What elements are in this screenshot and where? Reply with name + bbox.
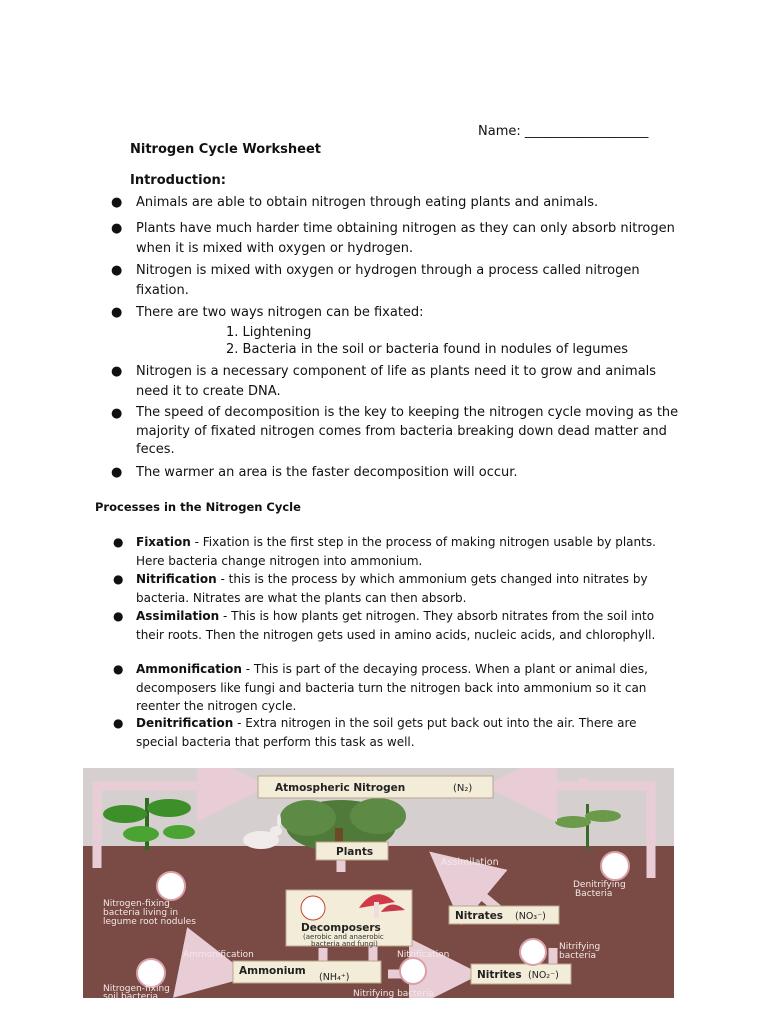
list-item: Nitrogen is a necessary component of life as plants need it to grow and animals need it to create DNA. — [136, 364, 657, 399]
bullet-icon: ● — [113, 609, 124, 623]
bullet-icon: ● — [111, 406, 123, 421]
bullet-icon: ● — [111, 221, 123, 236]
nitrification-label: Nitrification — [397, 950, 450, 960]
process-description: - this is the process by which ammonium gets changed into nitrates by bacteria. Nitrates are what the plants can then absorb. — [136, 572, 648, 605]
legume-label-1: Nitrogen-fixing — [103, 899, 170, 909]
process-term: Denitrification — [136, 716, 234, 730]
nitrifying-bacteria-right-1: Nitrifying — [559, 942, 601, 952]
assimilation-label: Assimilation — [441, 857, 499, 868]
denitrifying-label-2: Bacteria — [575, 889, 613, 899]
process-description: - Extra nitrogen in the soil gets put back out into the air. There are special bacteria that perform this task as well. — [136, 716, 637, 749]
process-term: Fixation — [136, 535, 191, 549]
worksheet-title: Nitrogen Cycle Worksheet — [130, 142, 322, 157]
legume-label-3: legume root nodules — [103, 917, 196, 927]
nitrates-formula: (NO₃⁻) — [515, 911, 546, 922]
plants-label: Plants — [336, 846, 374, 858]
bullet-icon: ● — [113, 535, 124, 549]
list-item: The warmer an area is the faster decomposition will occur. — [136, 465, 518, 480]
atmospheric-nitrogen-formula: (N₂) — [453, 783, 473, 794]
bullet-icon: ● — [111, 465, 123, 480]
decomposers-subtext-1: (aerobic and anaerobic — [303, 933, 384, 941]
process-term: Nitrification — [136, 572, 217, 586]
legume-label-2: bacteria living in — [103, 908, 179, 918]
decomposers-label: Decomposers — [301, 922, 381, 934]
process-item-denitrification — [136, 714, 676, 751]
bullet-icon: ● — [111, 263, 123, 278]
bullet-icon: ● — [113, 716, 124, 730]
process-item-fixation — [136, 533, 676, 570]
list-item: Plants have much harder time obtaining nitrogen as they can only absorb nitrogen when it is mixed with oxygen or hydrogen. — [136, 221, 675, 256]
nitrifying-bacteria-bottom-label: Nitrifying bacteria — [353, 989, 435, 998]
ammonification-label: Ammonification — [183, 950, 254, 960]
atmospheric-nitrogen-label: Atmospheric Nitrogen — [275, 782, 406, 794]
list-item: There are two ways nitrogen can be fixated: — [136, 305, 424, 320]
nitrogen-cycle-diagram — [83, 768, 674, 998]
bullet-icon: ● — [113, 572, 124, 586]
nitrifying-bacteria-right-2: bacteria — [559, 951, 596, 961]
process-item-ammonification — [136, 660, 676, 716]
process-description: - This is part of the decaying process. When a plant or animal dies, decomposers like fungi and bacteria turn the nitrogen back into ammonium so it can reenter the nitrogen cycle. — [136, 662, 648, 713]
nitrites-formula: (NO₂⁻) — [528, 970, 559, 981]
process-term: Assimilation — [136, 609, 220, 623]
soil-bacteria-label-2: soil bacteria — [103, 992, 159, 998]
soil-bacteria-label-1: Nitrogen-fixing — [103, 984, 170, 994]
nitrites-label: Nitrites — [477, 969, 522, 981]
introduction-heading: Introduction: — [130, 173, 226, 188]
process-description: - This is how plants get nitrogen. They absorb nitrates from the soil into their roots. Then the nitrogen gets used in amino acids, nucleic acids, and chlorophyll. — [136, 609, 656, 642]
process-term: Ammonification — [136, 662, 242, 676]
sublist-item: 1. Lightening — [226, 325, 312, 340]
process-description: - Fixation is the first step in the process of making nitrogen usable by plants. Here bacteria change nitrogen into ammonium. — [136, 535, 656, 568]
nitrates-label: Nitrates — [455, 910, 504, 922]
bullet-icon: ● — [111, 364, 123, 379]
bullet-icon: ● — [113, 662, 124, 676]
list-item: Nitrogen is mixed with oxygen or hydrogen through a process called nitrogen fixation. — [136, 263, 640, 298]
list-item: The speed of decomposition is the key to keeping the nitrogen cycle moving as the majority of fixated nitrogen comes from bacteria breaking down dead matter and feces. — [136, 405, 679, 457]
name-field-label: Name: ___________________ — [478, 124, 649, 139]
process-item-assimilation — [136, 607, 676, 644]
bullet-icon: ● — [111, 195, 123, 210]
ammonium-label: Ammonium — [239, 965, 306, 977]
denitrifying-label-1: Denitrifying — [573, 880, 626, 890]
ammonium-formula: (NH₄⁺) — [319, 972, 350, 983]
list-item: Animals are able to obtain nitrogen through eating plants and animals. — [136, 195, 599, 210]
processes-heading: Processes in the Nitrogen Cycle — [95, 500, 301, 514]
sublist-item: 2. Bacteria in the soil or bacteria found in nodules of legumes — [226, 342, 628, 357]
bullet-icon: ● — [111, 305, 123, 320]
process-item-nitrification — [136, 570, 676, 607]
decomposers-subtext-2: bacteria and fungi) — [311, 940, 378, 948]
